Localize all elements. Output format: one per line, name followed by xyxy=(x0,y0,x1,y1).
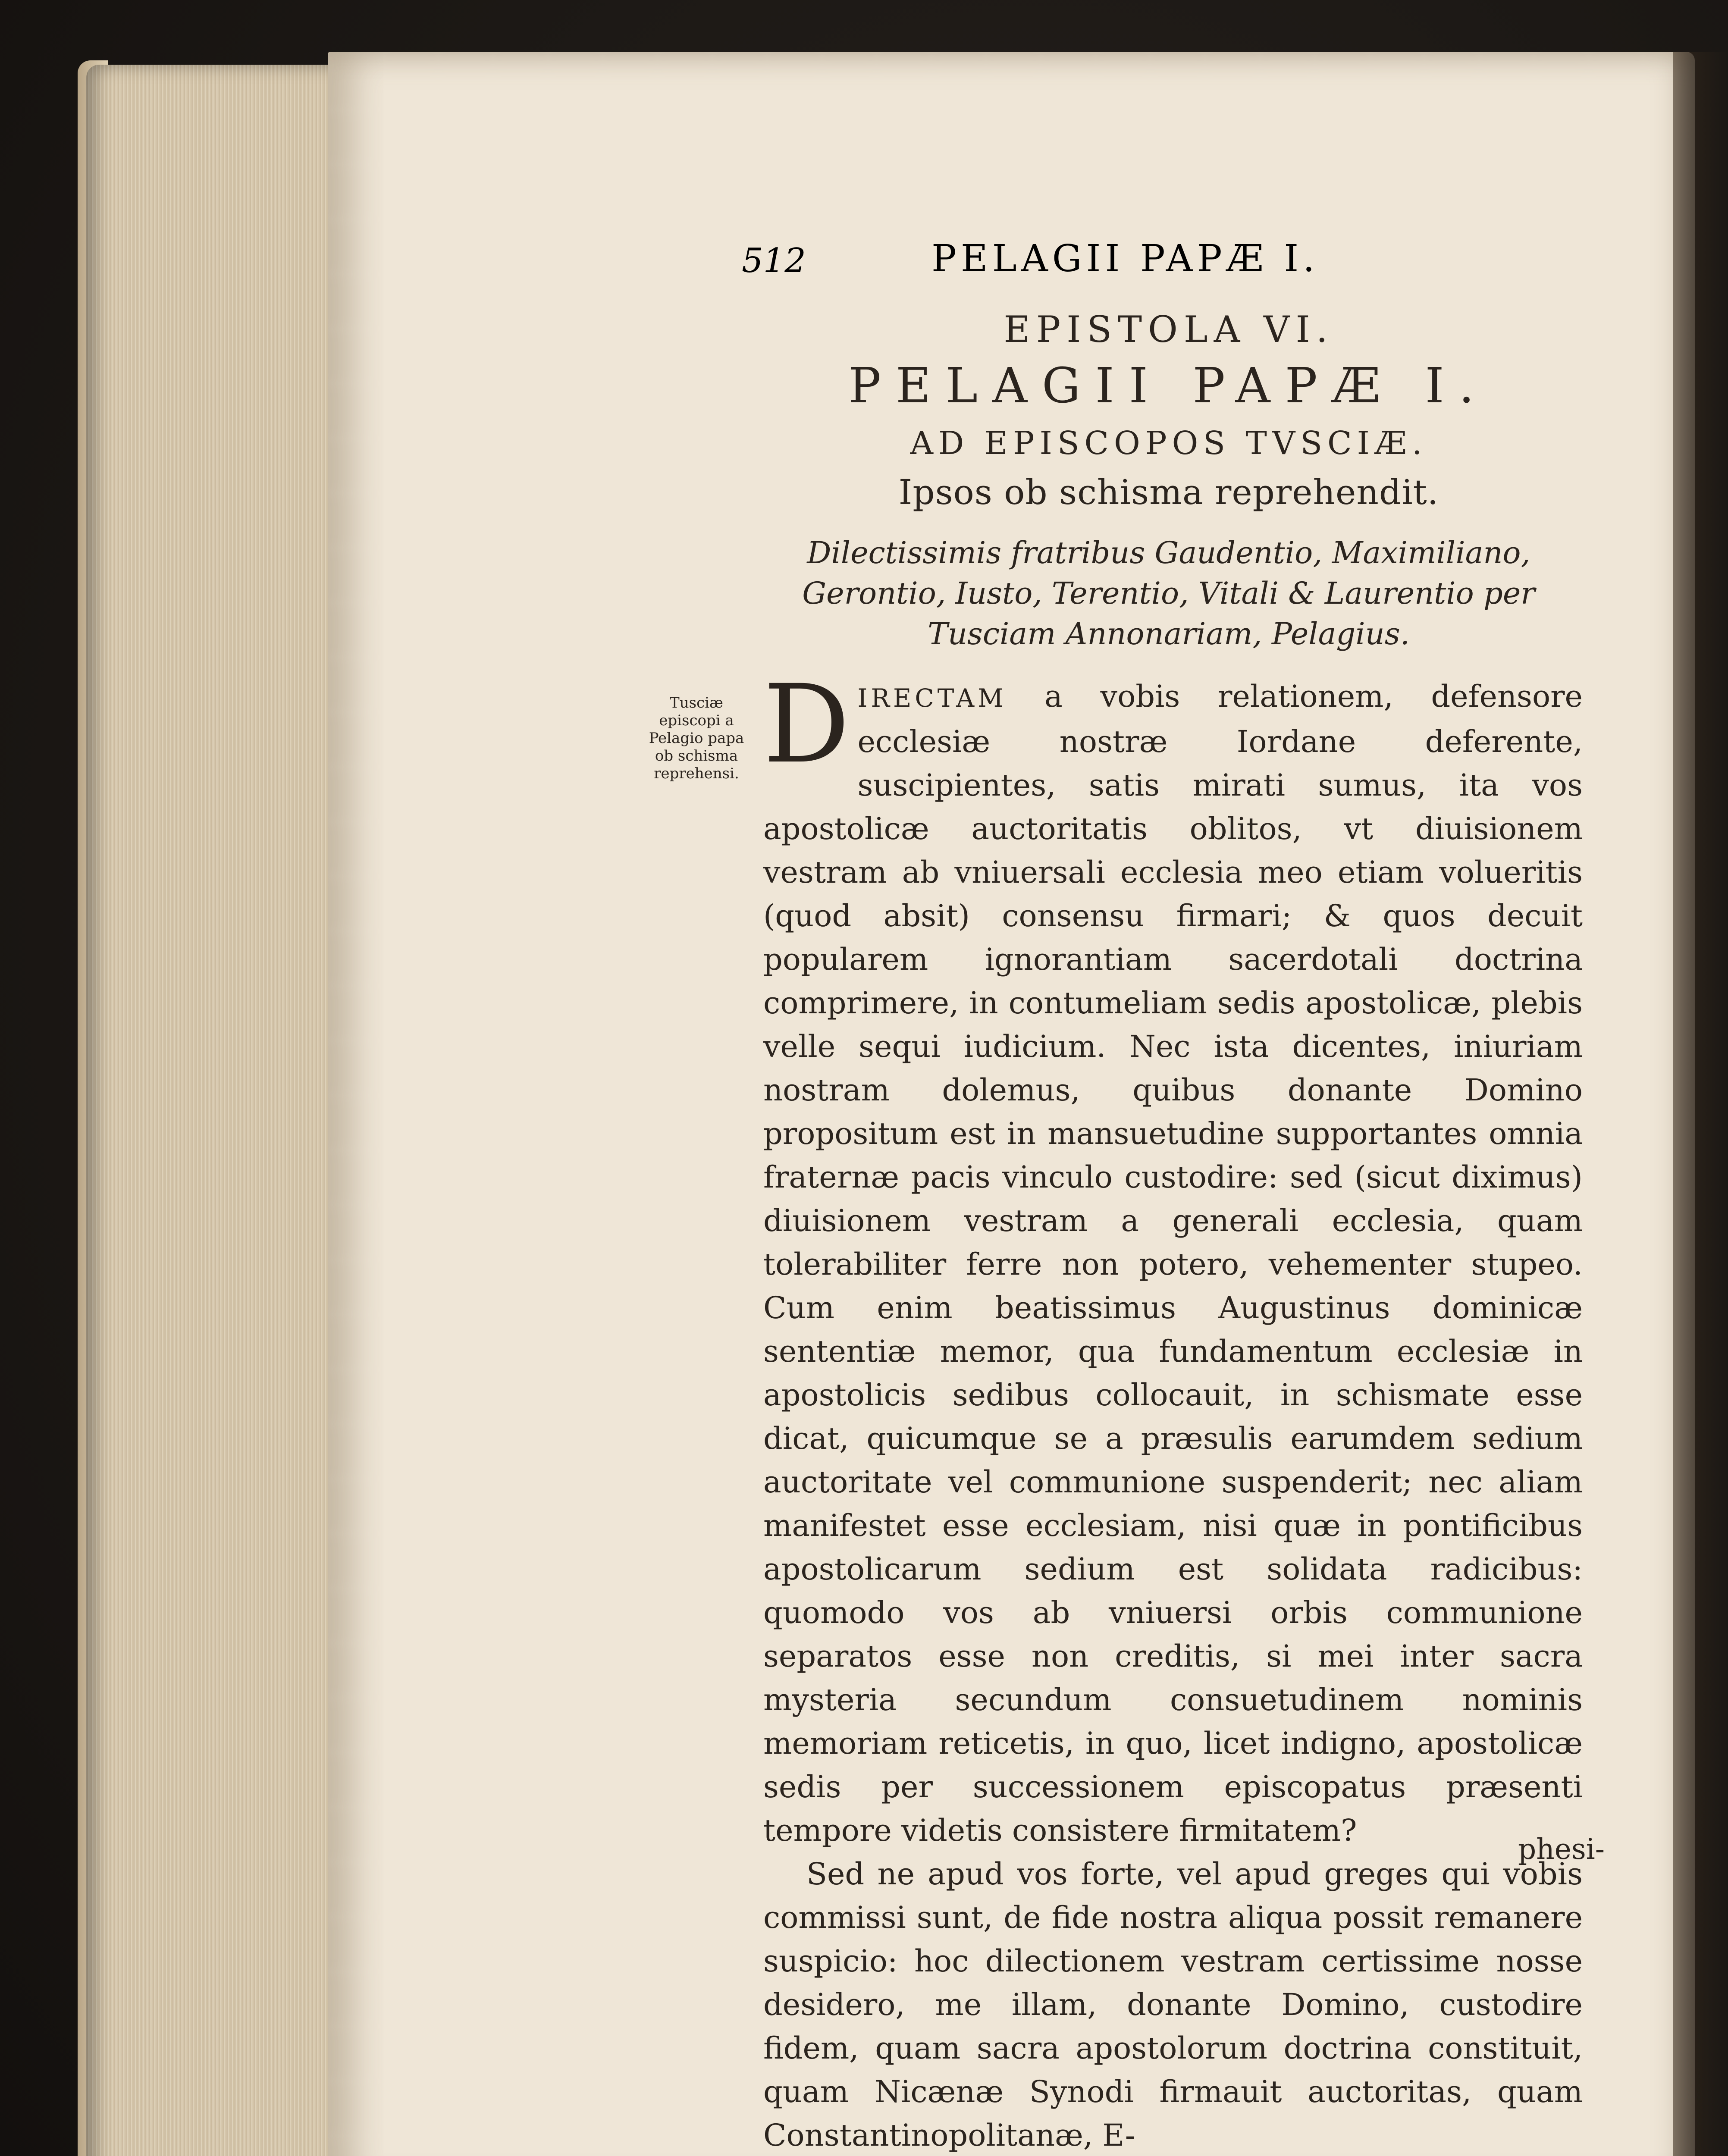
letter-body xyxy=(763,661,1583,2156)
heading-summary: Ipsos ob schisma reprehendit. xyxy=(898,472,1439,512)
salutation: Dilectissimis fratribus Gaudentio, Maximiliano, Gerontio, Iusto, Terentio, Vitali & Laurentio per Tusciam Annonariam, Pelagius. xyxy=(802,535,1535,652)
margin-note: Tusciæ episcopi a Pelagio papa ob schisma reprehensi. xyxy=(649,694,744,782)
opening-caps: IRECTAM xyxy=(857,683,1007,713)
running-head xyxy=(742,237,1380,293)
heading-pelagii: PELAGII PAPÆ I. xyxy=(848,358,1489,414)
heading-addressee: AD EPISCOPOS TVSCIÆ. xyxy=(910,425,1427,462)
page-block-edges xyxy=(86,65,341,2156)
catchword: phesi- xyxy=(1518,1833,1605,1866)
running-title: PELAGII PAPÆ I. xyxy=(931,237,1319,280)
paragraph-2: Sed ne apud vos forte, vel apud greges qui vobis commissi sunt, de fide nostra aliqua possit remanere suspicio: hoc dilectionem vestram certissime nosse desidero, me illam, donante Domino, custodire fidem, quam sacra apostolorum doctrina constituit, quam Nicænæ Synodi firmauit auctoritas, quam Constantinopolitanæ, E- xyxy=(763,1856,1583,2153)
paragraph-1 xyxy=(763,661,1583,1852)
drop-cap: D xyxy=(763,661,850,787)
paragraph-1-text: a vobis relationem, defensore ecclesiæ nostræ Iordane deferente, suscipientes, satis mirati sumus, ita vos apostolicæ auctoritatis oblitos, vt diuisionem vestram ab vniuersali ecclesia meo etiam volueritis (quod absit) consensu firmari; & quos decuit popularem ignorantiam sacerdotali doctrina comprimere, in contumeliam sedis apostolicæ, plebis velle sequi iudicium. Nec ista dicentes, iniuriam nostram dolemus, quibus donante Domino propositum est in mansuetudine supportantes omnia fraternæ pacis vinculo custodire: sed (sicut diximus) diuisionem vestram a generali ecclesia, quam tolerabiliter ferre non potero, vehementer stupeo. Cum enim beatissimus Augustinus dominicæ sententiæ memor, qua fundamentum ecclesiæ in apostolicis sedibus collocauit, in schismate esse dicat, quicumque se a præsulis earumdem sedium auctoritate vel communione suspenderit; nec aliam manifestet esse ecclesiam, nisi quæ in pontificibus apostolicarum sedium est solidata radicibus: quomodo vos ab vniuersi orbis communione separatos esse non creditis, si mei inter sacra mysteria secundum consuetudinem nominis memoriam reticetis, in quo, licet indigno, apostolicæ sedis per successionem episcopatus præsenti tempore videtis consistere firmitatem? xyxy=(763,679,1583,1848)
gutter-shadow xyxy=(1673,52,1728,2156)
heading-epistola: EPISTOLA VI. xyxy=(1004,308,1334,351)
page-number: 512 xyxy=(742,241,806,280)
